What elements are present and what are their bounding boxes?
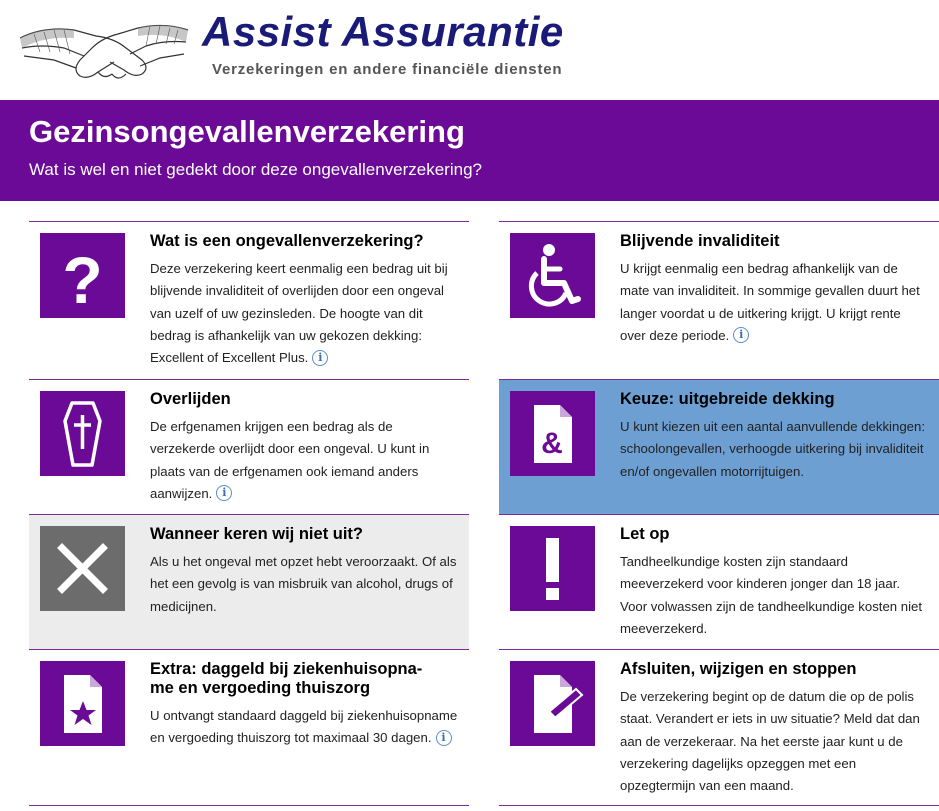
handshake-logo-icon: [14, 8, 194, 92]
document-pen-icon: [510, 661, 595, 746]
coffin-icon: [40, 391, 125, 476]
card-text: Als u het ongeval met opzet hebt veroorzaakt. Of als het een gevolg is van misbruik van alcohol, drugs of medicijnen.: [150, 554, 457, 614]
brand-tagline: Verzekeringen en andere financiële diensten: [212, 61, 563, 78]
card-text: De verzekering begint op de datum die op de polis staat. Verandert er iets in uw situatie? Meld dat dan aan de verzekeraar. Na het eerste jaar kunt u de verzekering dagelijks opzeggen met een opzegtermijn van een maand.: [620, 689, 920, 794]
card-text: U ontvangt standaard daggeld bij ziekenhuisopname en vergoeding thuiszorg tot maximaal 30 dagen.i: [150, 705, 459, 750]
info-icon[interactable]: [436, 730, 452, 746]
card-title: Blijvende invaliditeit: [620, 232, 780, 250]
card-text: De erfgenamen krijgen een bedrag als de verzekerde overlijdt door een ongeval. U kunt in plaats van de erfgenamen ook iemand anders aanwijzen.i: [150, 416, 459, 505]
card-text: Deze verzekering keert eenmalig een bedrag uit bij blijvende invaliditeit of overlijden door een ongeval van uzelf of uw gezinsleden. De hoogte van dit bedrag is afhankelijk van uw gekozen dekking: Excellent of Excellent Plus.i: [150, 258, 459, 369]
site-header: [0, 0, 939, 100]
card-title: Afsluiten, wijzigen en stoppen: [620, 660, 857, 678]
card-exclusions: [29, 514, 469, 649]
card-title: Keuze: uitgebreide dekking: [620, 390, 835, 408]
brand-name: Assist Assurantie: [202, 8, 564, 55]
divider: [29, 805, 469, 806]
card-text: U kunt kiezen uit een aantal aanvullende dekkingen: schoolongevallen, verhoogde uitkering bij invaliditeit en/of ongevallen motorrijtuigen.: [620, 419, 925, 479]
card-title: Wanneer keren wij niet uit?: [150, 525, 364, 543]
card-permanent-disability: [499, 221, 939, 379]
card-extended-coverage: [499, 379, 939, 514]
card-title: Wat is een ongevallenverzekering?: [150, 232, 424, 250]
divider: [499, 805, 939, 806]
card-text: Tandheelkundige kosten zijn standaard meeverzekerd voor kinderen jonger dan 18 jaar. Voor volwassen zijn de tandheelkundige kosten niet meeverzekerd.: [620, 554, 923, 636]
exclamation-icon: [510, 526, 595, 611]
info-icon[interactable]: [312, 350, 328, 366]
card-title: Let op: [620, 525, 670, 543]
page-subtitle: Wat is wel en niet gedekt door deze ongevallenverzekering?: [29, 160, 482, 179]
card-close-change-stop: [499, 649, 939, 805]
document-star-icon: [40, 661, 125, 746]
question-icon: [40, 233, 125, 318]
wheelchair-icon: [510, 233, 595, 318]
cross-icon: [40, 526, 125, 611]
card-hospital-allowance: [29, 649, 469, 805]
card-text: U krijgt eenmalig een bedrag afhankelijk van de mate van invaliditeit. In sommige gevallen duurt het langer voordat u de uitkering krijgt. U krijgt rente over deze periode.i: [620, 258, 929, 347]
document-ampersand-icon: [510, 391, 595, 476]
card-title: Extra: daggeld bij ziekenhuisopna- me en vergoeding thuiszorg: [150, 660, 423, 697]
card-death: [29, 379, 469, 514]
svg-text:&: &: [541, 427, 563, 460]
card-what-is: [29, 221, 469, 379]
svg-text:?: ?: [62, 243, 103, 317]
hero-banner: [0, 100, 939, 201]
info-icon[interactable]: [733, 327, 749, 343]
card-attention: [499, 514, 939, 649]
card-title: Overlijden: [150, 390, 231, 408]
info-icon[interactable]: [216, 485, 232, 501]
page-title: Gezinsongevallenverzekering: [29, 114, 465, 149]
